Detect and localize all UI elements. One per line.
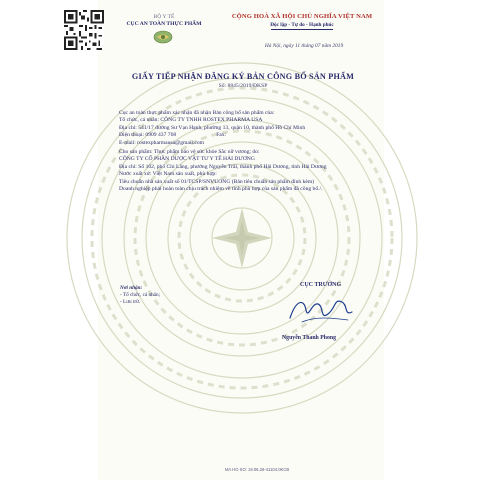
signer-title: CỤC TRƯỞNG — [300, 282, 342, 288]
handwritten-signature — [282, 290, 360, 330]
organization-line: Tổ chức, cá nhân: CÔNG TY TNHH ROSTEX PHARMA USA — [119, 117, 263, 124]
phone-line: Điện thoại: 0909 437 768 — [119, 132, 177, 139]
agency-logo-icon — [153, 30, 173, 44]
motto-underline — [271, 29, 333, 30]
issue-dateline: Hà Nội, ngày 11 tháng 07 năm 2019 — [264, 43, 344, 49]
recipient-item: - Lưu trữ. — [120, 299, 141, 305]
recipients-heading: Nơi nhận: — [120, 285, 143, 291]
ministry-name: BỘ Y TẾ — [153, 14, 175, 20]
republic-header — [218, 13, 386, 30]
standard-line: Tiêu chuẩn nhà sản xuất số 01/TCSP/SNVUONG (Bản tiêu chuẩn sản phẩm đính kèm) — [119, 178, 315, 185]
dossier-code: MA HO SO: 19.06.26-41104.0KCB — [225, 467, 290, 472]
document-number: Số: 8845/2019/ĐKSP — [218, 83, 268, 89]
manufacturer-name: CÔNG TY CỔ PHẦN DƯỢC VẬT TƯ Y TẾ HẢI DƯƠNG — [119, 156, 255, 163]
recipient-item: - Tổ chức, cá nhân; — [120, 292, 161, 298]
product-line: Cho sản phẩm: Thực phẩm bảo vệ sức khỏe Sắc nữ vương; do: — [119, 149, 260, 156]
qr-code — [64, 10, 104, 50]
manufacturer-address: Địa chỉ: Số 102, phố Chi Lăng, phường Nguyễn Trãi, thành phố Hải Dương, tỉnh Hải Dương — [119, 163, 327, 170]
contact-row — [119, 132, 381, 139]
fax-label: Fax: — [216, 132, 227, 139]
recipients-block — [120, 285, 160, 306]
document-body — [119, 110, 381, 193]
republic-name: CỘNG HOÀ XÃ HỘI CHỦ NGHĨA VIỆT NAM — [231, 13, 373, 20]
national-motto: Độc lập - Tự do - Hạnh phúc — [270, 22, 334, 28]
organization-address: Địa chỉ: 541/17 đường Sư Vạn Hạnh, phường 13, quận 10, thành phố Hồ Chí Minh — [119, 124, 306, 131]
email-line: E-mail: rostexpharmausa@gmail.com — [119, 139, 204, 146]
agency-header — [119, 14, 209, 28]
origin-line: Nước xuất xứ: Việt Nam sản xuất, phù hợp: — [119, 171, 217, 178]
responsibility-line: Doanh nghiệp phải hoàn toàn chịu trách nhiệm về tính phù hợp của sản phẩm đã công bố./. — [119, 186, 323, 193]
agency-name: CỤC AN TOÀN THỰC PHẨM — [126, 21, 202, 27]
intro-line: Cục an toàn thực phẩm xác nhận đã nhận Bản công bố sản phẩm của: — [119, 110, 275, 116]
signer-name: Nguyễn Thanh Phong — [282, 335, 337, 341]
document-title: GIẤY TIẾP NHẬN ĐĂNG KÝ BẢN CÔNG BỐ SẢN PHẨM — [131, 72, 355, 81]
